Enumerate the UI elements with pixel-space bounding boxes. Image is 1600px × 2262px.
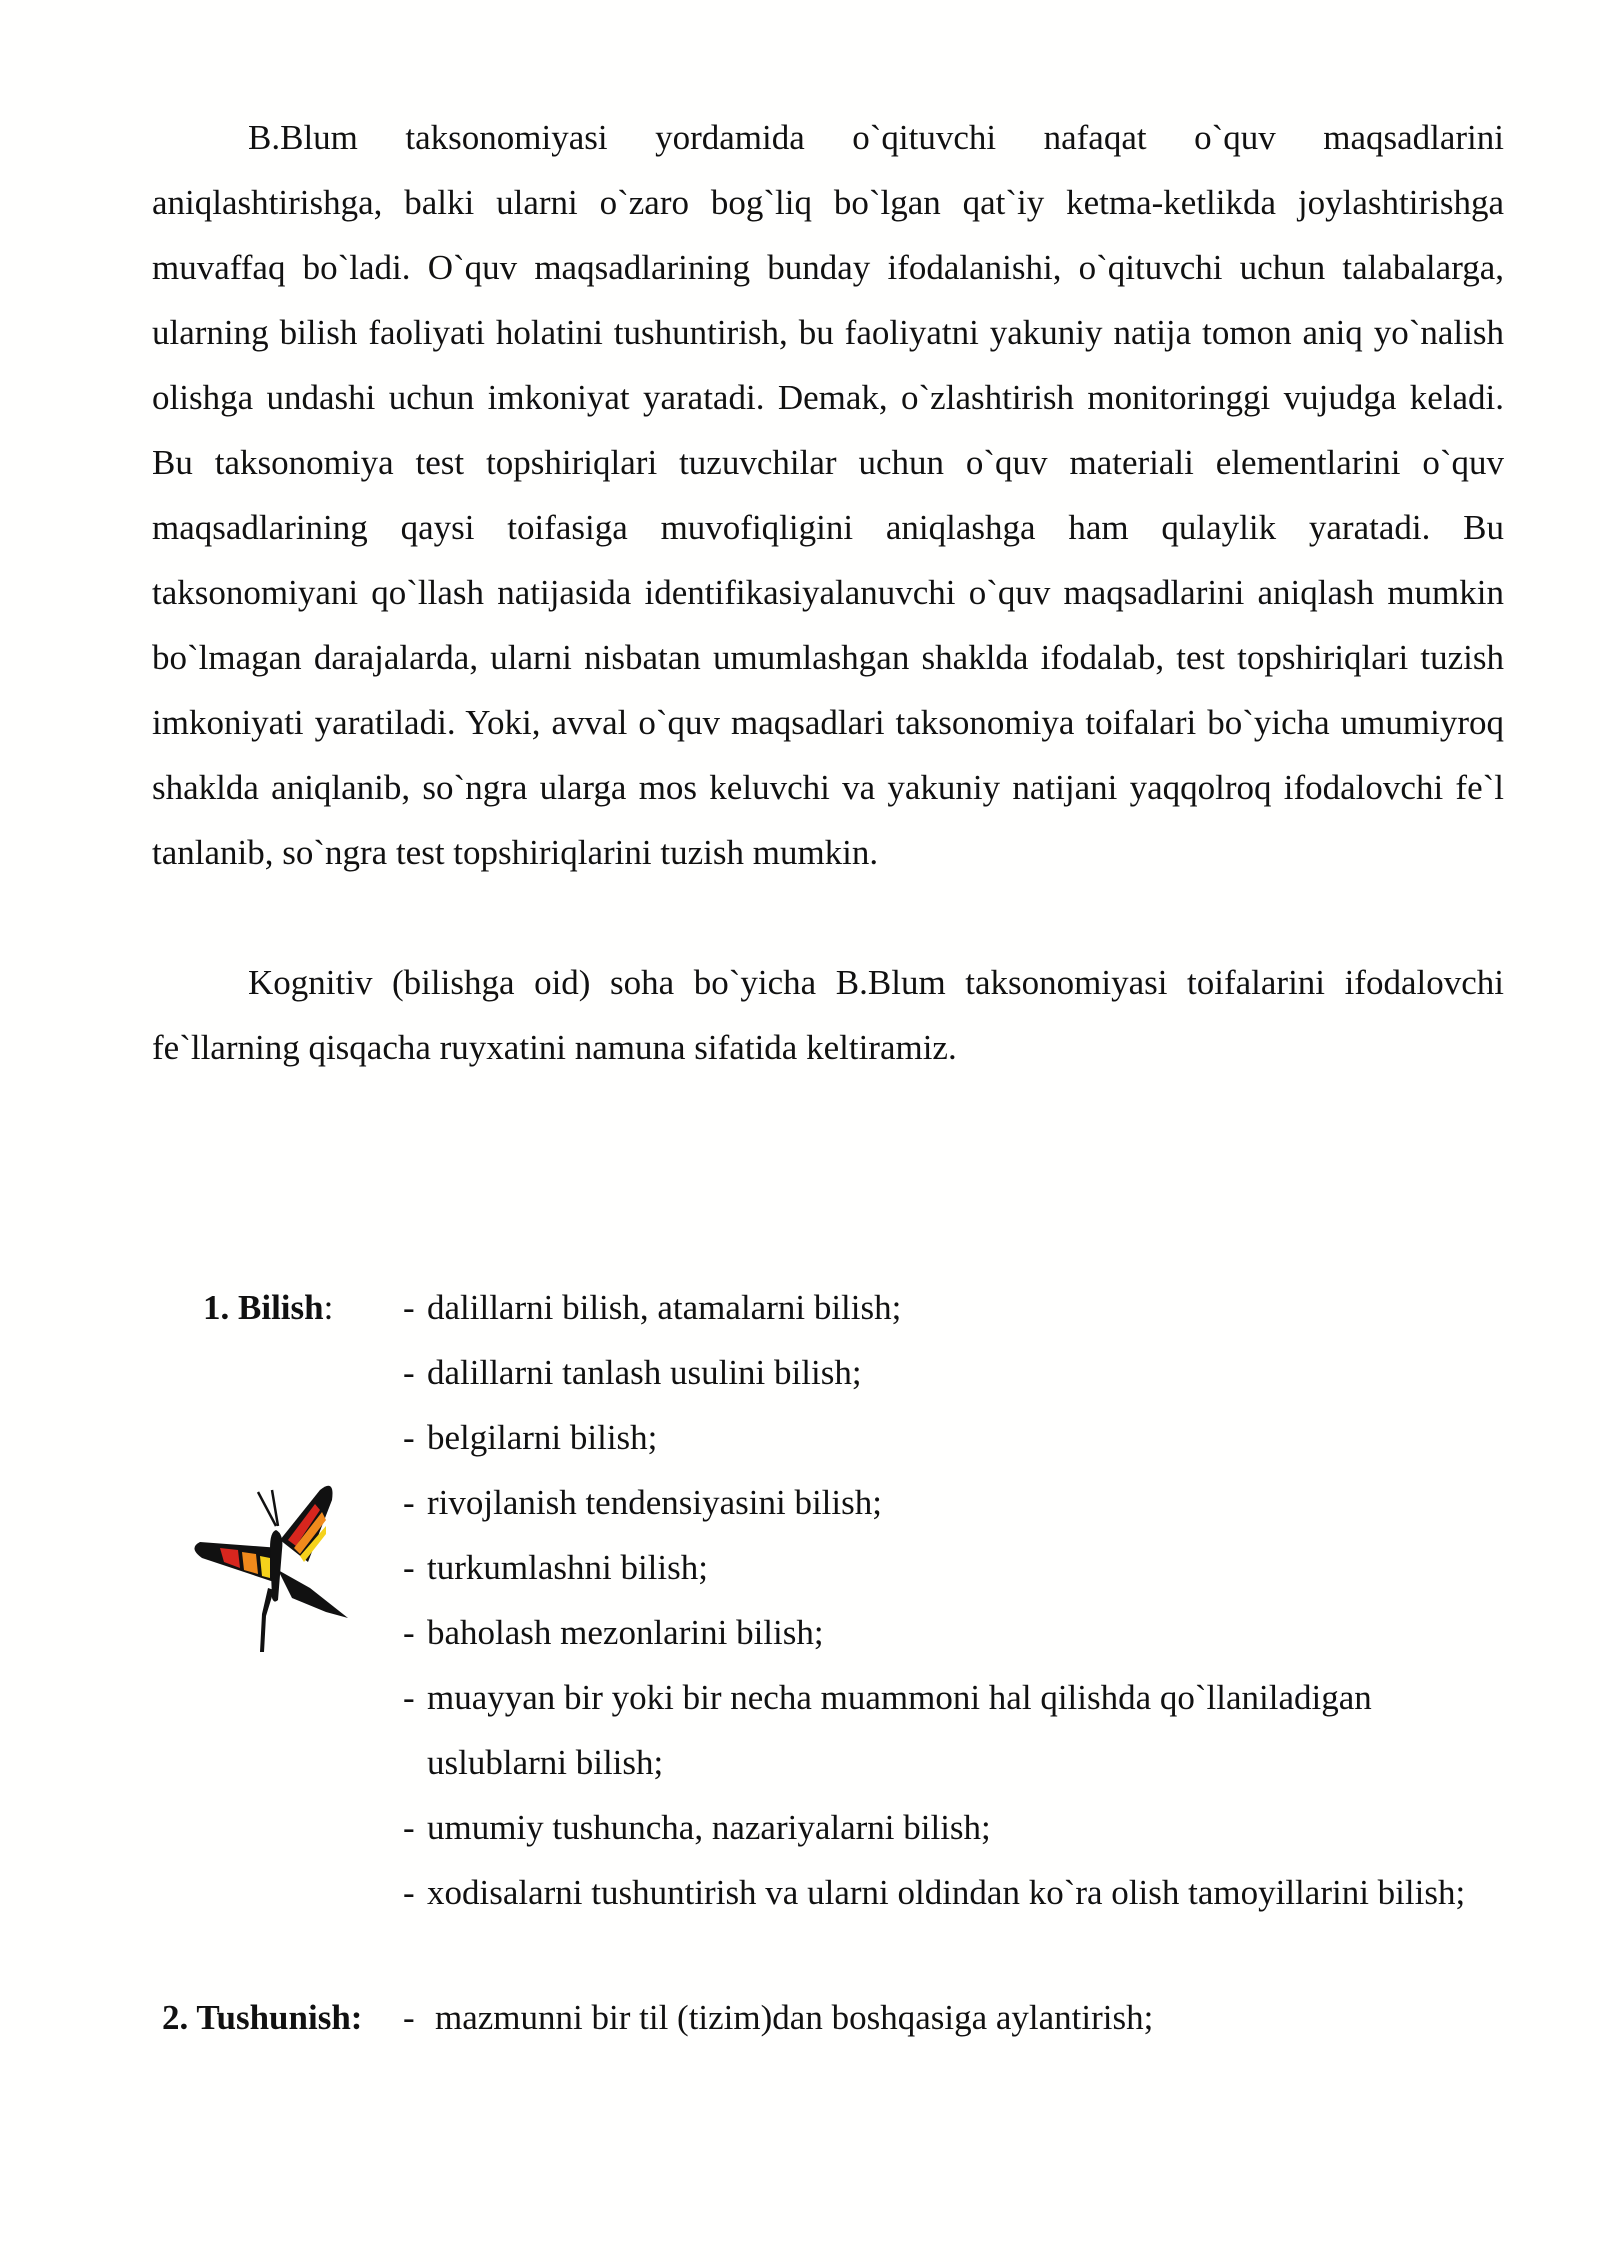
- list-item-text: umumiy tushuncha, nazariyalarni bilish;: [427, 1808, 991, 1847]
- list-dash: -: [403, 1873, 415, 1912]
- list-item-text: xodisalarni tushuntirish va ularni oldindan ko`ra olish tamoyillarini bilish;: [427, 1873, 1466, 1912]
- list-item-text: belgilarni bilish;: [427, 1418, 658, 1457]
- list-item: [403, 1405, 1493, 1470]
- butterfly-hindwing: [278, 1570, 348, 1618]
- list-item-text: rivojlanish tendensiyasini bilish;: [427, 1483, 882, 1522]
- list-item: [403, 1535, 1493, 1600]
- tushunish-item: [403, 1985, 1153, 2050]
- section-title-bilish: 1. Bilish: [203, 1288, 324, 1327]
- list-dash: -: [403, 1808, 415, 1847]
- list-item-text: dalillarni tanlash usulini bilish;: [427, 1353, 862, 1392]
- list-dash: -: [403, 1288, 415, 1327]
- list-item: [403, 1470, 1493, 1535]
- butterfly-icon: [180, 1470, 370, 1660]
- list-dash: -: [403, 1678, 415, 1717]
- list-item: [403, 1275, 1493, 1340]
- list-item: [403, 1665, 1493, 1795]
- body-paragraph-2: Kognitiv (bilishga oid) soha bo`yicha B.Blum taksonomiyasi toifalarini ifodalovchi fe`llarning qisqacha ruyxatini namuna sifatida keltiramiz.: [152, 963, 1504, 1067]
- list-item-text: mazmunni bir til (tizim)dan boshqasiga aylantirish;: [435, 1998, 1154, 2037]
- list-dash: -: [403, 1483, 415, 1522]
- list-item: [403, 1340, 1493, 1405]
- list-dash: -: [403, 1998, 415, 2037]
- section-title-tushunish: 2. Tushunish:: [162, 1998, 363, 2037]
- body-paragraph-1: B.Blum taksonomiyasi yordamida o`qituvchi nafaqat o`quv maqsadlarini aniqlashtirishga, balki ularni o`zaro bog`liq bo`lgan qat`iy ketma-ketlikda joylashtirishga muvaffaq bo`ladi. O`quv maqsadlarining bunday ifodalanishi, o`qituvchi uchun talabalarga, ularning bilish faoliyati holatini tushuntirish, bu faoliyatni yakuniy natija tomon aniq yo`nalish olishga undashi uchun imkoniyat yaratadi. Demak, o`zlashtirish monitoringgi vujudga keladi. Bu taksonomiya test topshiriqlari tuzuvchilar uchun o`quv materiali elementlarini o`quv maqsadlarining qaysi toifasiga muvofiqligini aniqlashga ham qulaylik yaratadi. Bu taksonomiyani qo`llash natijasida identifikasiyalanuvchi o`quv maqsadlarini aniqlash mumkin bo`lmagan darajalarda, ularni nisbatan umumlashgan shaklda ifodalab, test topshiriqlari tuzish imkoniyati yaratiladi. Yoki, avval o`quv maqsadlari taksonomiya toifalari bo`yicha umumiyroq shaklda aniqlanib, so`ngra ularga mos keluvchi va yakuniy natijani yaqqolroq ifodalovchi fe`l tanlanib, so`ngra test topshiriqlarini tuzish mumkin.: [152, 118, 1504, 872]
- list-item-text: dalillarni bilish, atamalarni bilish;: [427, 1288, 902, 1327]
- list-item-text: muayyan bir yoki bir necha muammoni hal qilishda qo`llaniladigan uslublarni bilish;: [427, 1678, 1372, 1782]
- list-dash: -: [403, 1548, 415, 1587]
- section-title-suffix: :: [323, 1288, 334, 1327]
- list-dash: -: [403, 1353, 415, 1392]
- list-item-text: turkumlashni bilish;: [427, 1548, 708, 1587]
- section-label-bilish: [203, 1275, 333, 1340]
- list-item: [403, 1795, 1493, 1860]
- list-item: [403, 1860, 1493, 1925]
- list-item-text: baholash mezonlarini bilish;: [427, 1613, 824, 1652]
- butterfly-tail: [260, 1588, 274, 1652]
- bilish-item-list: [403, 1275, 1493, 1925]
- section-label-tushunish: [162, 1985, 362, 2050]
- list-dash: -: [403, 1613, 415, 1652]
- list-item: [403, 1600, 1493, 1665]
- list-dash: -: [403, 1418, 415, 1457]
